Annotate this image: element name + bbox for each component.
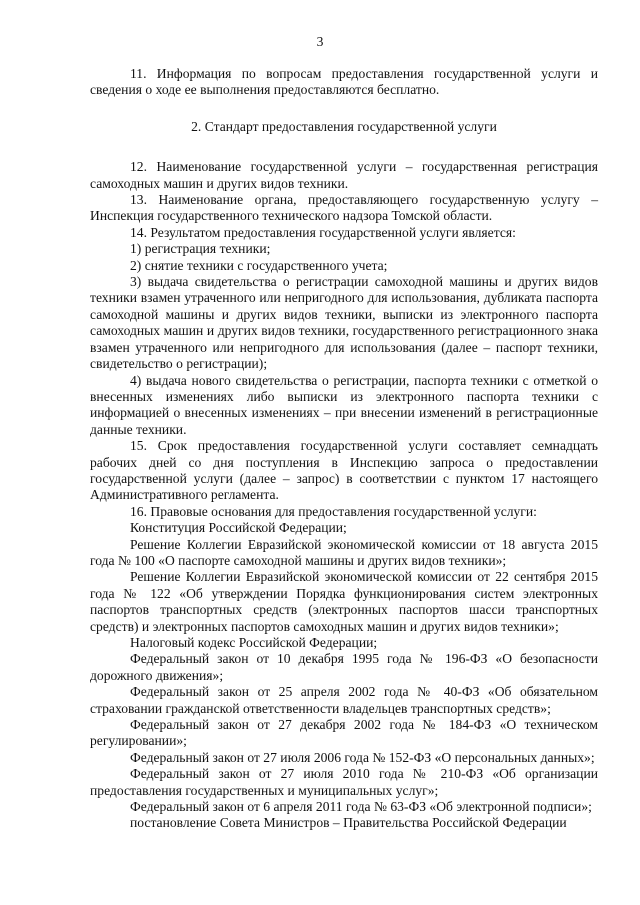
legal-basis-item: Конституция Российской Федерации; bbox=[130, 520, 347, 536]
legal-basis-item: Федеральный закон от 27 июля 2010 года № 210-ФЗ «Об организации предоставления государственных и муниципальных услуг»; bbox=[90, 766, 598, 798]
paragraph-12: 12. Наименование государственной услуги – государственная регистрация самоходных машин и других видов техники. bbox=[90, 159, 598, 191]
legal-basis-item: постановление Совета Министров – Правительства Российской Федерации bbox=[130, 815, 567, 831]
legal-basis-item: Федеральный закон от 27 декабря 2002 года № 184-ФЗ «О техническом регулировании»; bbox=[90, 717, 598, 749]
page-number: 3 bbox=[316, 34, 324, 49]
paragraph-16: 16. Правовые основания для предоставления государственной услуги: bbox=[130, 503, 537, 519]
section-title: 2. Стандарт предоставления государственной услуги bbox=[191, 118, 497, 134]
legal-basis-item: Федеральный закон от 27 июля 2006 года № 152-ФЗ «О персональных данных»; bbox=[130, 749, 595, 765]
list-item-2: 2) снятие техники с государственного учета; bbox=[130, 257, 388, 273]
paragraph-13: 13. Наименование органа, предоставляющего государственную услугу – Инспекция государственного технического надзора Томской области. bbox=[90, 192, 598, 224]
paragraph-14: 14. Результатом предоставления государственной услуги является: bbox=[130, 224, 516, 240]
paragraph-15: 15. Срок предоставления государственной услуги составляет семнадцать рабочих дней со дня поступления в Инспекцию запроса о предоставлении государственной услуги (далее – запрос) в соответствии с пунктом 17 настоящего Административного регламента. bbox=[90, 438, 598, 503]
list-item-1: 1) регистрация техники; bbox=[130, 241, 271, 257]
legal-basis-item: Решение Коллегии Евразийской экономической комиссии от 18 августа 2015 года № 100 «О паспорте самоходной машины и других видов техники»; bbox=[90, 536, 598, 568]
list-item-4: 4) выдача нового свидетельства о регистрации, паспорта техники с отметкой о внесенных изменениях либо выписки из электронного паспорта техники с информацией о внесенных изменениях – при внесении изменений в регистрационные данные техники. bbox=[90, 372, 598, 437]
paragraph-11: 11. Информация по вопросам предоставления государственной услуги и сведения о ходе ее выполнения предоставляются бесплатно. bbox=[90, 66, 598, 98]
legal-basis-item: Налоговый кодекс Российской Федерации; bbox=[130, 635, 378, 650]
document-body bbox=[90, 66, 598, 832]
legal-basis-item: Федеральный закон от 10 декабря 1995 года № 196-ФЗ «О безопасности дорожного движения»; bbox=[90, 651, 598, 683]
legal-basis-item: Федеральный закон от 25 апреля 2002 года № 40-ФЗ «Об обязательном страховании гражданской ответственности владельцев транспортных средств»; bbox=[90, 684, 598, 716]
legal-basis-item: Федеральный закон от 6 апреля 2011 года № 63-ФЗ «Об электронной подписи»; bbox=[130, 799, 592, 815]
list-item-3: 3) выдача свидетельства о регистрации самоходной машины и других видов техники взамен утраченного или непригодного для использования, дубликата паспорта самоходной машины и других видов техники, выписки из электронного паспорта самоходных машин и других видов техники, государственного регистрационного знака взамен утраченного или непригодного для использования (далее – паспорт техники, свидетельство о регистрации); bbox=[90, 274, 598, 372]
legal-basis-item: Решение Коллегии Евразийской экономической комиссии от 22 сентября 2015 года № 122 «Об утверждении Порядка функционирования систем электронных паспортов транспортных средств (электронных паспортов шасси транспортных средств) и электронных паспортов самоходных машин и других видов техники»; bbox=[90, 569, 598, 634]
